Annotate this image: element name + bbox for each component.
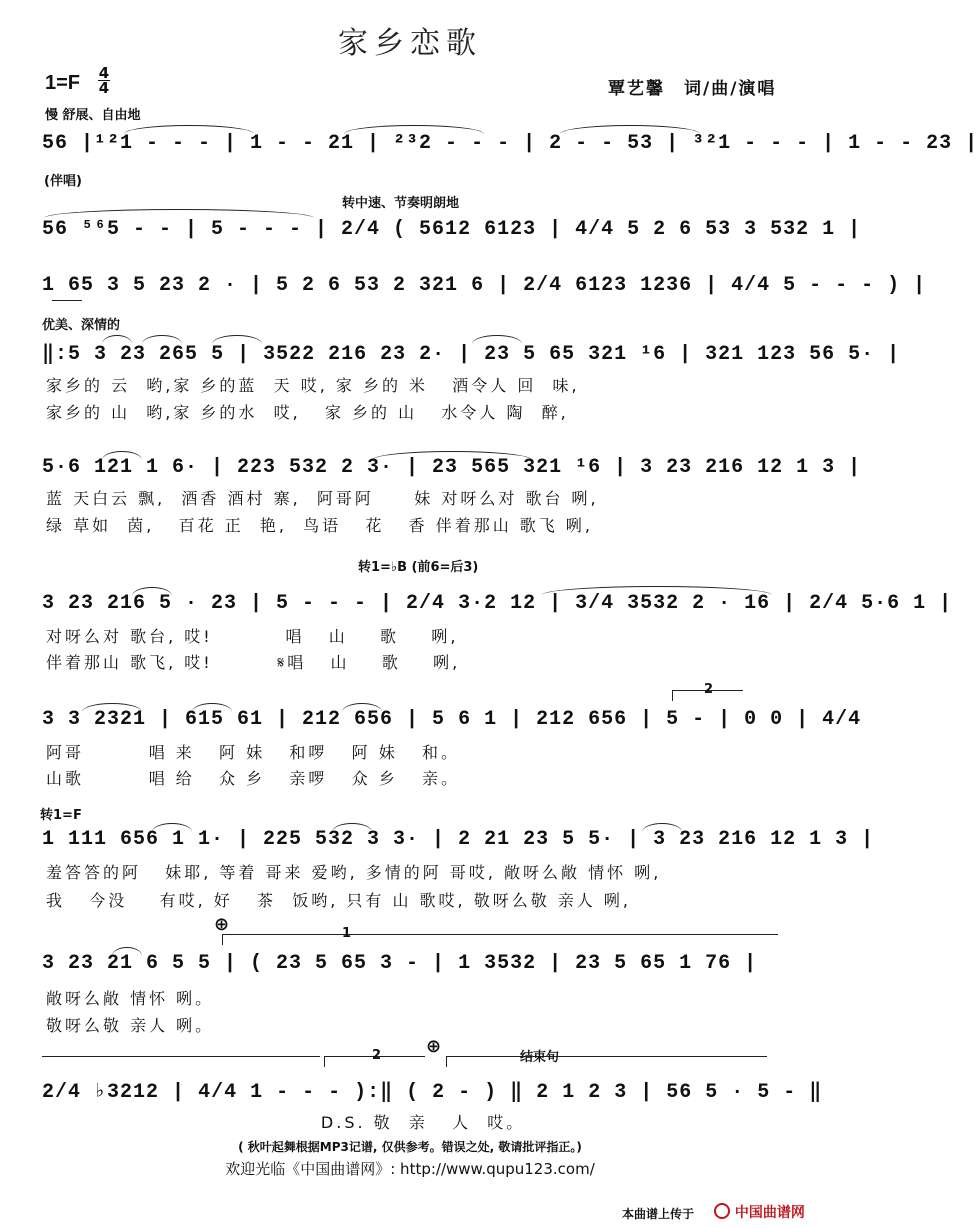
chorus-mark: (伴唱) <box>44 174 82 189</box>
coda-icon: ⊕ <box>214 914 230 935</box>
lyric-verse-1: 家乡的 云 哟,家 乡的蓝 天 哎, 家 乡的 米 酒令人 回 味, <box>46 376 580 395</box>
notation-line: ‖:5 3 23 265 5 | 3522 216 23 2· | 23 5 65 321 ¹6 | 321 123 56 5· | <box>42 343 901 366</box>
slur <box>44 209 314 218</box>
notation-line: 3 23 216 5 · 23 | 5 - - - | 2/4 3·2 12 | 3/4 3532 2 · 16 | 2/4 5·6 1 | <box>42 592 953 615</box>
lyric-verse-2: 家乡的 山 哟,家 乡的水 哎, 家 乡的 山 水令人 陶 醉, <box>46 403 569 422</box>
slur <box>142 335 182 344</box>
slur <box>192 703 232 712</box>
upload-label: 本曲谱上传于 <box>622 1207 695 1221</box>
notation-line: 3 23 21 6 5 5 | ( 23 5 65 3 - | 1 3532 | 23 5 65 1 76 | <box>42 952 758 975</box>
ending-bracket <box>446 1056 767 1067</box>
score-system-7 <box>40 682 862 823</box>
score-system-3 <box>42 274 927 333</box>
lyric-verse-1: 蓝 天白云 飘, 酒香 酒村 寨, 阿哥阿 妹 对呀么对 歌台 咧, <box>46 489 599 508</box>
slur <box>212 335 262 344</box>
slur <box>642 823 682 832</box>
tempo-change: 转中速、节奏明朗地 <box>342 196 460 211</box>
slur <box>344 125 484 134</box>
key-change: 转1=F <box>40 808 82 823</box>
logo-icon <box>714 1203 730 1219</box>
notation-line: 1 65 3 5 23 2 · | 5 2 6 53 2 321 6 | 2/4 6123 1236 | 4/4 5 - - - ) | <box>42 274 927 297</box>
score-title: 家乡恋歌 <box>338 26 482 61</box>
volta-line <box>42 1056 320 1057</box>
notation-line: 56 |¹²1 - - - | 1 - - 21 | ²³2 - - - | 2 - - 53 | ³²1 - - - | 1 - - 23 | <box>42 132 978 155</box>
key-signature: 1=F <box>45 72 81 94</box>
site-logo[interactable]: 中国曲谱网 <box>714 1202 805 1222</box>
credits: 覃艺馨 词/曲/演唱 <box>608 79 777 99</box>
slur <box>102 451 142 460</box>
key-change: 转1=♭B (前6=后3) <box>358 560 479 575</box>
slur <box>372 451 532 460</box>
lyric-verse-2: 我 今没 有哎, 好 茶 饭哟, 只有 山 歌哎, 敬呀么敬 亲人 咧, <box>46 891 631 910</box>
site-welcome: 欢迎光临《中国曲谱网》: http://www.qupu123.com/ <box>225 1160 595 1178</box>
lyric-verse-1: 阿哥 唱 来 阿 妹 和啰 阿 妹 和。 <box>46 743 460 762</box>
lyric-verse-2: 敬呀么敬 亲人 咧。 <box>46 1016 215 1035</box>
notation-line: 2/4 ♭3212 | 4/4 1 - - - ):‖ ( 2 - ) ‖ 2 1 2 3 | 56 5 · 5 - ‖ <box>42 1081 823 1104</box>
volta-number: 2 <box>704 682 714 697</box>
slur <box>542 586 772 595</box>
time-signature: 4 4 <box>98 64 110 97</box>
lyric-verse-1: 对呀么对 歌台, 哎! 唱 山 歌 咧, <box>46 627 459 646</box>
slur <box>102 335 132 344</box>
score-system-10 <box>42 1036 823 1138</box>
score-system-2 <box>42 196 862 268</box>
score-system-1 <box>42 132 978 189</box>
transcriber-note: ( 秋叶起舞根据MP3记谱, 仅供参考。错误之处, 敬请批评指正。) <box>238 1140 582 1154</box>
lyric-verse-1: 羞答答的阿 妹耶, 等着 哥来 爱哟, 多情的阿 哥哎, 敞呀么敞 情怀 咧, <box>46 863 662 882</box>
slur <box>472 335 522 344</box>
slur <box>132 587 172 596</box>
slur <box>112 947 142 956</box>
lyric-verse-2: 伴着那山 歌飞, 哎! 𝄋唱 山 歌 咧, <box>46 653 461 672</box>
notation-line: 3 3 2321 | 615 61 | 212 656 | 5 6 1 | 212 656 | 5 - | 0 0 | 4/4 <box>42 708 862 731</box>
score-system-9 <box>42 914 777 1035</box>
lyric-verse-1: 敞呀么敞 情怀 咧。 <box>46 989 215 1008</box>
slur <box>124 125 254 134</box>
slur <box>560 125 700 134</box>
tempo-intro: 慢 舒展、自由地 <box>45 108 141 123</box>
notation-line: 56 ⁵⁶5 - - | 5 - - - | 2/4 ( 5612 6123 | 4/4 5 2 6 53 3 532 1 | <box>42 218 862 241</box>
lyric-verse-2: 山歌 唱 给 众 乡 亲啰 众 乡 亲。 <box>46 769 460 788</box>
ending-label: 结束句 <box>520 1050 560 1065</box>
volta-number: 2 <box>372 1048 382 1063</box>
lyric-verse-2: 绿 草如 茵, 百花 正 艳, 鸟语 花 香 伴着那山 歌飞 咧, <box>46 516 593 535</box>
volta-bracket <box>222 934 778 945</box>
notation-line: 1 111 656 1 1· | 225 532 3 3· | 2 21 23 5 5· | 3 23 216 12 1 3 | <box>42 828 875 851</box>
slur <box>342 703 382 712</box>
slur <box>152 823 192 832</box>
score-system-6 <box>42 592 953 672</box>
score-system-5 <box>42 456 862 575</box>
volta-number: 1 <box>342 926 352 941</box>
coda-icon: ⊕ <box>426 1036 442 1057</box>
slur <box>332 823 372 832</box>
expression-mark: 优美、深情的 <box>42 318 121 333</box>
lyric-line: D.S. 敬 亲 人 哎。 <box>46 1113 526 1132</box>
score-system-8 <box>42 828 875 910</box>
score-system-4 <box>42 340 901 422</box>
slur <box>82 703 142 712</box>
notation-line: 5·6 121 1 6· | 223 532 2 3· | 23 565 321 ¹6 | 3 23 216 12 1 3 | <box>42 456 862 479</box>
